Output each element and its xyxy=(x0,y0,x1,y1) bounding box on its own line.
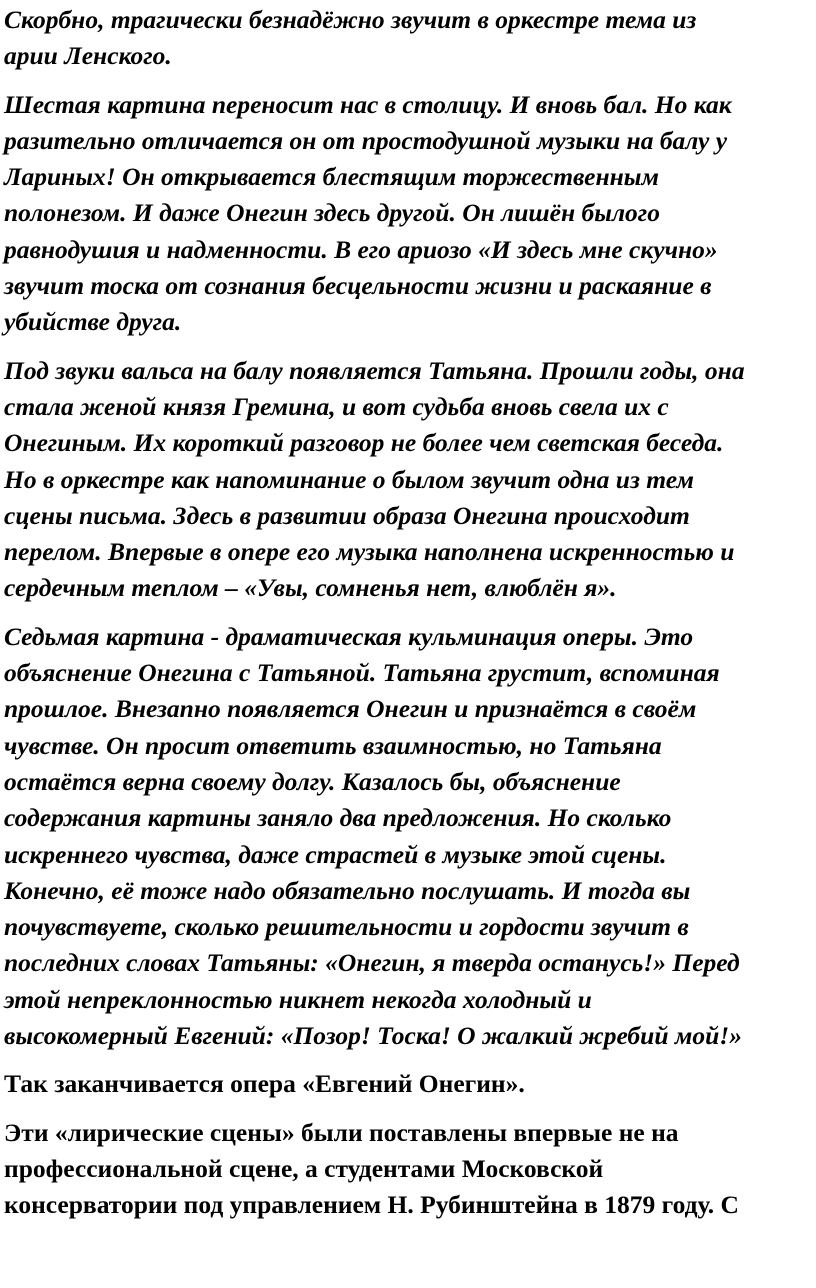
text-line: профессиональной сцене, а студентами Московской xyxy=(4,1153,604,1183)
paragraph-premiere xyxy=(4,1115,812,1224)
text-line: объяснение Онегина с Татьяной. Татьяна грустит, вспоминая xyxy=(4,658,720,688)
text-line: Седьмая картина - драматическая кульминация оперы. Это xyxy=(4,621,694,651)
text-line: Так заканчивается опера «Евгений Онегин». xyxy=(4,1069,525,1099)
text-line: Но в оркестре как напоминание о былом звучит одна из тем xyxy=(4,464,694,494)
text-line: разительно отличается он от простодушной музыки на балу у xyxy=(4,125,728,155)
paragraph-lensky-theme xyxy=(4,2,812,75)
text-line: почувствуете, сколько решительности и гордости звучит в xyxy=(4,912,689,942)
text-line: арии Ленского. xyxy=(4,41,172,71)
text-line: последних словах Татьяны: «Онегин, я тверда останусь!» Перед xyxy=(4,948,740,978)
paragraph-seventh-scene xyxy=(4,619,812,1055)
paragraph-sixth-scene xyxy=(4,87,812,341)
text-line: убийстве друга. xyxy=(4,307,182,337)
text-line: высокомерный Евгений: «Позор! Тоска! О жалкий жребий мой!» xyxy=(4,1021,742,1051)
text-line: Шестая картина переносит нас в столицу. И вновь бал. Но как xyxy=(4,89,732,119)
text-line: Скорбно, трагически безнадёжно звучит в оркестре тема из xyxy=(4,5,697,34)
text-line: искреннего чувства, даже страстей в музыке этой сцены. xyxy=(4,839,667,869)
text-line: консерватории под управлением Н. Рубинштейна в 1879 году. С xyxy=(4,1190,739,1220)
text-line: остаётся верна своему долгу. Казалось бы, объяснение xyxy=(4,766,621,796)
text-line: Эти «лирические сцены» были поставлены впервые не на xyxy=(4,1117,679,1147)
paragraph-waltz-tatiana xyxy=(4,353,812,607)
text-line: звучит тоска от сознания бесцельности жизни и раскаяние в xyxy=(4,271,712,301)
text-line: сцены письма. Здесь в развитии образа Онегина происходит xyxy=(4,500,690,530)
text-line: чувстве. Он просит ответить взаимностью, но Татьяна xyxy=(4,730,662,760)
text-line: Онегиным. Их короткий разговор не более чем светская беседа. xyxy=(4,428,724,458)
text-line: стала женой князя Гремина, и вот судьба вновь свела их с xyxy=(4,391,669,421)
text-line: перелом. Впервые в опере его музыка наполнена искренностью и xyxy=(4,537,735,567)
text-line: сердечным теплом – «Увы, сомненья нет, влюблён я». xyxy=(4,573,617,603)
text-line: Под звуки вальса на балу появляется Татьяна. Прошли годы, она xyxy=(4,355,745,385)
text-line: Конечно, её тоже надо обязательно послушать. И тогда вы xyxy=(4,875,691,905)
text-line: Лариных! Он открывается блестящим торжественным xyxy=(4,162,659,192)
text-line: равнодушия и надменности. В его ариозо «И здесь мне скучно» xyxy=(4,234,718,264)
paragraph-opera-ending xyxy=(4,1066,812,1102)
text-line: содержания картины заняло два предложения. Но сколько xyxy=(4,803,672,833)
text-line: этой непреклонностью никнет некогда холодный и xyxy=(4,984,592,1014)
text-line: прошлое. Внезапно появляется Онегин и признаётся в своём xyxy=(4,694,697,724)
text-line: полонезом. И даже Онегин здесь другой. Он лишён былого xyxy=(4,198,660,228)
